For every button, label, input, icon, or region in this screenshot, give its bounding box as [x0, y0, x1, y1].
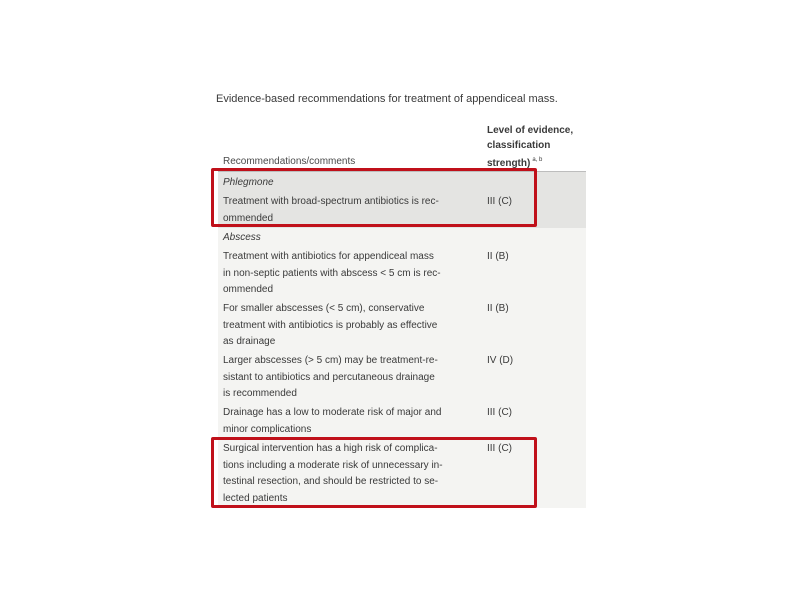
table-row-recommendation — [223, 353, 479, 403]
table-row-level: III (C) — [487, 196, 512, 207]
table-row-level: III (C) — [487, 407, 512, 418]
table-row-recommendation — [223, 301, 479, 351]
footnote-marker: a, b — [532, 157, 543, 163]
section-title-phlegmone: Phlegmone — [223, 177, 274, 188]
recommendation-line: as drainage — [223, 336, 276, 347]
level-header-line: Level of evidence, — [487, 125, 574, 136]
highlight-box-surgical-intervention — [211, 437, 537, 508]
recommendation-line: Treatment with broad-spectrum antibiotics is rec- — [223, 196, 439, 207]
recommendation-line: Treatment with antibiotics for appendiceal mass — [223, 251, 434, 262]
recommendation-line: treatment with antibiotics is probably as effective — [223, 319, 438, 331]
recommendation-line: For smaller abscesses (< 5 cm), conservative — [223, 303, 425, 314]
table-row-recommendation — [223, 405, 479, 438]
table-row-level: IV (D) — [487, 355, 514, 366]
recommendation-line: Drainage has a low to moderate risk of major and — [223, 407, 442, 418]
recommendation-line: is recommended — [223, 388, 297, 399]
recommendation-line: ommended — [223, 284, 274, 295]
section-title-abscess: Abscess — [223, 232, 261, 243]
table-header — [218, 122, 586, 172]
highlight-box-phlegmone — [211, 168, 537, 227]
recommendation-line: Surgical intervention has a high risk of complica- — [223, 443, 438, 454]
table-caption: Evidence-based recommendations for treatment of appendiceal mass. — [216, 93, 558, 105]
table-row-recommendation — [223, 249, 479, 299]
recommendation-line: Larger abscesses (> 5 cm) may be treatment-re- — [223, 355, 438, 366]
recommendation-line: tions including a moderate risk of unnecessary in- — [223, 459, 443, 471]
recommendation-line: minor complications — [223, 423, 312, 435]
level-header-line: classification — [487, 139, 551, 151]
recommendation-line: sistant to antibiotics and percutaneous drainage — [223, 371, 435, 383]
table-row-level: II (B) — [487, 303, 509, 314]
column-header-recommendations: Recommendations/comments — [223, 156, 356, 167]
table-row-level: III (C) — [487, 443, 512, 454]
recommendation-line: lected patients — [223, 492, 288, 504]
recommendation-line: ommended — [223, 212, 274, 224]
level-header-text: strength) — [487, 158, 531, 169]
table-row-level: II (B) — [487, 251, 509, 262]
recommendation-line: in non-septic patients with abscess < 5 cm is rec- — [223, 267, 441, 279]
column-header-level-of-evidence — [487, 124, 585, 172]
recommendation-line: testinal resection, and should be restricted to se- — [223, 476, 439, 487]
